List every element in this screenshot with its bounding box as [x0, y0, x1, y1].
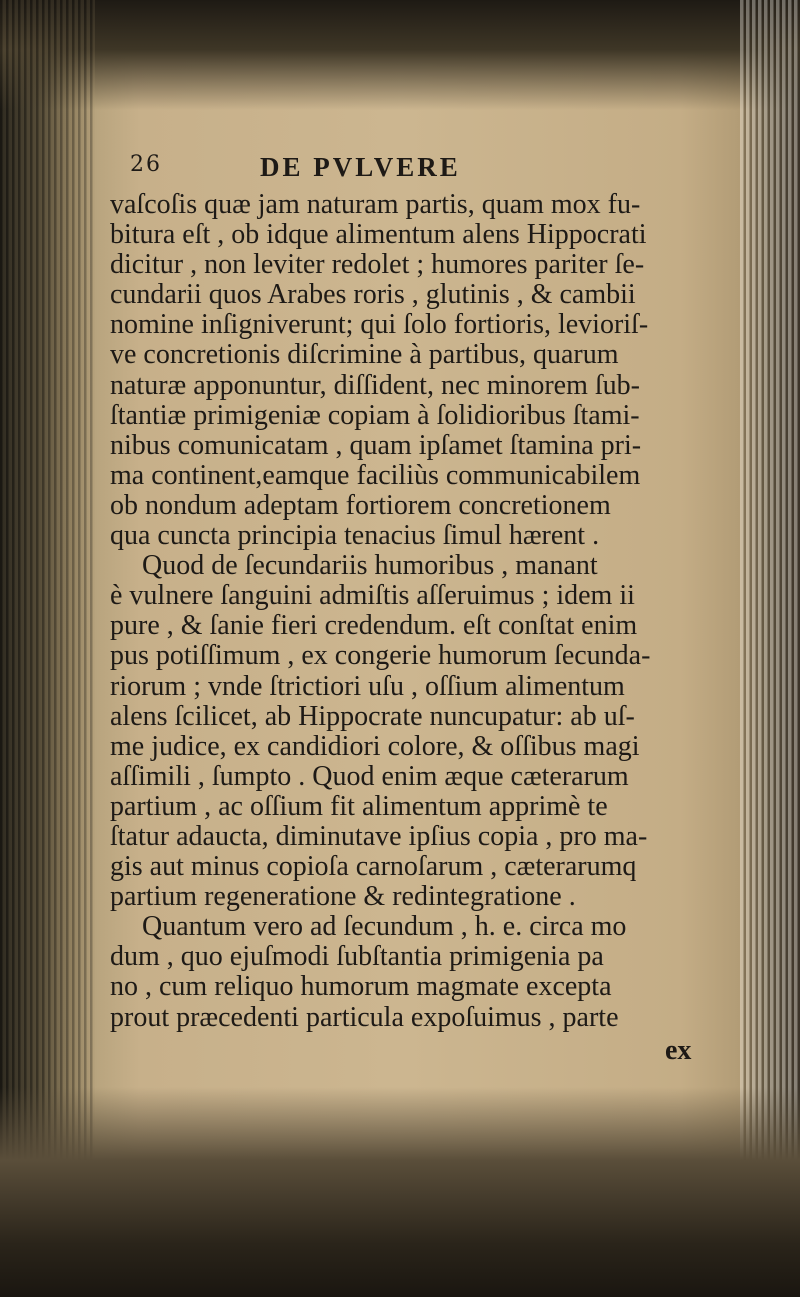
text-line: pus potiſſimum , ex congerie humorum ſecunda- [110, 640, 651, 672]
text-line: alens ſcilicet, ab Hippocrate nuncupatur: ab uſ- [110, 700, 635, 732]
text-line: ma continent,eamque faciliùs communicabilem [110, 459, 641, 491]
text-line: aſſimili , ſumpto . Quod enim æque cæterarum [110, 760, 629, 792]
bottom-shadow [0, 1087, 800, 1297]
text-line: naturæ apponuntur, diſſident, nec minorem ſub- [110, 369, 640, 401]
text-line: partium , ac oſſium fit alimentum apprimè te [110, 790, 608, 822]
text-line: ſtantiæ primigeniæ copiam à ſolidioribus ſtami- [110, 399, 640, 431]
text-line: gis aut minus copioſa carnoſarum , cæterarumq [110, 851, 637, 883]
text-line: partium regeneratione & redintegratione . [110, 881, 576, 913]
text-line-paragraph-start: Quod de ſecundariis humoribus , manant [142, 550, 598, 582]
text-line-paragraph-start: Quantum vero ad ſecundum , h. e. circa mo [142, 911, 627, 943]
text-line: vaſcoſis quæ jam naturam partis, quam mox fu- [110, 190, 641, 220]
text-line: ſtatur adaucta, diminutave ipſius copia , pro ma- [110, 820, 648, 852]
text-line: nibus comunicatam , quam ipſamet ſtamina pri- [110, 429, 642, 461]
text-line: ob nondum adeptam fortiorem concretionem [110, 489, 611, 521]
text-line: no , cum reliquo humorum magmate excepta [110, 971, 612, 1003]
page-header [110, 152, 730, 186]
text-line: prout præcedenti particula expoſuimus , parte [110, 1001, 619, 1033]
text-line: riorum ; vnde ſtrictiori uſu , oſſium alimentum [110, 670, 625, 702]
text-line: cundarii quos Arabes roris , glutinis , & cambii [110, 279, 636, 311]
text-line: ve concretionis diſcrimine à partibus, quarum [110, 339, 619, 371]
text-line: pure , & ſanie fieri credendum. eſt conſtat enim [110, 610, 638, 642]
printed-page [110, 152, 730, 1066]
text-line: bitura eſt , ob idque alimentum alens Hippocrati [110, 219, 647, 251]
body-text [110, 190, 770, 1033]
catchword: ex [665, 1035, 692, 1066]
running-head: DE PVLVERE [260, 152, 461, 182]
top-shadow [0, 0, 800, 110]
text-line: qua cuncta principia tenacius ſimul hærent . [110, 520, 600, 552]
text-line: dicitur , non leviter redolet ; humores pariter ſe- [110, 249, 645, 281]
text-line: me judice, ex candidiori colore, & oſſibus magi [110, 730, 640, 762]
page-number: 26 [130, 152, 162, 177]
text-line: nomine inſigniverunt; qui ſolo fortioris, levioriſ- [110, 309, 649, 341]
text-line: dum , quo ejuſmodi ſubſtantia primigenia pa [110, 941, 604, 973]
text-line: è vulnere ſanguini admiſtis aſſeruimus ; idem ii [110, 580, 635, 612]
